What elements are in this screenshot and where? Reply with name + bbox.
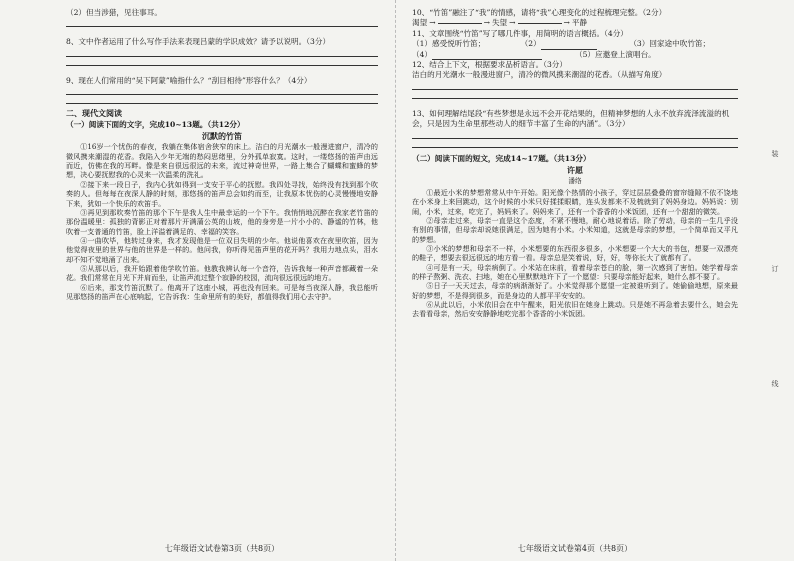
flow-blank[interactable]: [518, 23, 562, 24]
question-10: 10、“竹笛”融注了“我”的情感，请将“我”心理变化的过程梳理完整。（2分）: [412, 8, 667, 17]
essay-title: 许愿: [567, 165, 583, 176]
binding-mark: 装: [771, 150, 779, 157]
page-footer: 七年级语文试卷第4页（共8页）: [517, 543, 633, 553]
binding-mark: 订: [771, 265, 779, 272]
essay-title: 沉默的竹笛: [202, 131, 242, 142]
essay-paragraph: ③再见到那吹奏竹笛的那个下午是我人生中最幸运的一个下午。我悄悄地沉醉在我家老竹笛的那份温暖里：孤独的背影正对着那片开满蒲公英的山坡，他的身旁是一片小小的、静谧的竹林，他吹着一支普通的竹笛，脸上洋溢着满足的、幸福的笑容。: [66, 207, 378, 236]
q11-items-row: [412, 50, 738, 60]
left-page: [56, 0, 388, 561]
binding-mark: 线: [771, 380, 779, 387]
essay-paragraph: ①最近小米的梦想常常从中午开始。阳光像个热情的小孩子，穿过层层叠叠的窗帘缝隙不依不饶地在小米身上来回跳动，这个时候的小米只好揉揉眼睛，连头发都来不及梳就到了妈妈身边。妈妈说：别闹，小米，过来，吃完了，妈妈来了。妈妈来了，还有一个香香的小米饭团，还有一个甜甜的微笑。: [412, 187, 738, 216]
q11-items-row: [412, 39, 738, 49]
essay-paragraph: ⑥从此以后，小米依旧会在中午醒来，阳光依旧在她身上跳动。只是她不再急着去要什么，她会先去看看母亲，然后安安静静地吃完那个香香的小米饭团。: [412, 300, 738, 319]
essay-paragraph: ⑥后来，那支竹笛沉默了。他离开了这座小城，再也没有回来。可是每当夜深人静，我总能听见那悠扬的笛声在心底响起，它告诉我：生命里所有的美好，都值得我们用心去守护。: [66, 282, 378, 301]
section-title: 二、现代文阅读: [66, 108, 122, 119]
essay-paragraph: ①16岁一个忧伤的春夜，我躺在集体宿舍狭窄的床上。洁白的月光潮水一般漫进窗户，清冷的微风携来潮湿的花香。我陷入少年无端的愁闷思绪里，分外孤单寂寞。这时，一缕悠扬的笛声由远而近，仿佛在我的耳畔。像是来自很远很远的未来，流过神奇世界，一路上集合了蝴蝶和蜜蜂的梦想，决心要抚慰我的心灵来一次温柔的洗礼。: [66, 142, 378, 180]
answer-line: [66, 103, 378, 104]
essay-paragraph: ②母亲走过来，母亲一直是这个态度，不紧不慢地，耐心地说着话。除了劳动，母亲的一生几乎没有别的事情，但母亲却说她很满足，因为她有小米。小米知道，这就是母亲的梦想，一个简单而又平凡的梦想。: [412, 215, 738, 244]
question-8: 8、文中作者运用了什么写作手法来表现吕蒙的学识成效？请予以说明。（3分）: [66, 37, 331, 47]
answer-line: [412, 147, 738, 148]
q12-quote: 洁白的月光潮水一般漫进窗户，清冷的微风携来潮湿的花香。（从描写角度）: [412, 70, 667, 80]
answer-line: [66, 94, 378, 95]
essay-paragraph: ③小米的梦想和母亲不一样，小米想要的东西很多很多，小米想要一个大大的书包，想要一双漂亮的鞋子，想要去很远很远的地方看一看。母亲总是笑着说，好，好，等你长大了就都有了。: [412, 243, 738, 263]
q11-item: （3）回家途中吹竹笛；: [629, 39, 711, 49]
essay-paragraph: ②接下来一段日子，我内心犹如得到一支安于平心的抚慰。我四处寻找，始终没有找到那个吹奏的人。但每每在夜深人静的时刻，那悠扬的笛声总会如约而至，让我原本忧伤的心灵慢慢地安静下来，犹如一个快乐的欢笛手。: [66, 179, 378, 208]
essay-paragraph: ⑤从那以后，我开始跟着他学吹竹笛。他教我辨认每一个音符，告诉我每一种声音都藏着一朵花。我们常常在月光下并肩而坐，让笛声流过整个寂静的校园，流向很远很远的地方。: [66, 263, 378, 283]
q11-item: （5）应邀登上演唱台。: [575, 49, 656, 59]
essay-paragraph: ④可是有一天，母亲病倒了。小米站在床前，看着母亲苍白的脸，第一次感到了害怕。她学着母亲的样子熬粥、洗衣、扫地，她在心里默默地许下了一个愿望：只要母亲能好起来，她什么都不要了。: [412, 262, 738, 281]
flow-blank[interactable]: [438, 23, 482, 24]
arrow-right-icon: →: [429, 18, 436, 28]
flow-start: 渴望: [412, 18, 428, 28]
q11-item: （1）感受悦听竹笛；: [412, 39, 486, 49]
arrow-right-icon: →: [563, 18, 570, 28]
flow-end: 平静: [571, 18, 588, 28]
answer-line: [412, 138, 738, 139]
question-13: 13、如何理解结尾段“有些梦想是永远不会开花结果的，但精神梦想的人永不放弃流泽流溢的机会，只是因为生命里那些动人的细节丰富了生命的内涵”。（3分）: [412, 108, 730, 129]
essay-paragraph: ⑤日子一天天过去，母亲的病渐渐好了。小米觉得那个愿望一定被谁听到了。她偷偷地想，原来最好的梦想，不是得到很多，而是身边的人都平平安安的。: [412, 281, 738, 300]
answer-line: [412, 89, 738, 90]
essay-author: 潘络: [568, 177, 582, 186]
q7-item-2: （2）但当涉猎，见往事耳。: [66, 8, 162, 17]
q11-item: （4）: [412, 49, 433, 59]
page-footer: 七年级语文试卷第3页（共8页）: [164, 543, 280, 553]
right-page: [402, 0, 748, 561]
arrow-right-icon: →: [483, 18, 490, 28]
page-fold-line: [395, 0, 396, 561]
question-11: 11、文章围绕“竹笛”写了哪几件事，用简明的语言概括。（4分）: [412, 28, 628, 38]
part1-heading: （一）阅读下面的文字，完成10~13题。（共12分）: [66, 119, 245, 129]
essay-paragraph: ④一曲吹毕，他转过身来，我才发现他是一位双目失明的少年。他说他喜欢在夜里吹笛，因为他觉得夜里的世界与他的世界是一样的。他问我，你听得见笛声里的花开吗？我用力地点头，泪水却不知不觉地涌了出来。: [66, 235, 378, 264]
q11-item: （2）: [520, 39, 541, 49]
question-9: 9、现在人们常用的“吴下阿蒙”喻指什么？“刮目相待”形容什么？（4分）: [66, 75, 312, 85]
part2-heading: （二）阅读下面的短文，完成14~17题。（共13分）: [412, 153, 591, 163]
arrow-right-icon: →: [509, 18, 516, 28]
emotion-flow: [412, 18, 738, 28]
answer-line: [66, 56, 378, 57]
question-12: 12、结合上下文，根据要求品析语言。（3分）: [412, 60, 567, 70]
flow-middle: 失望: [491, 18, 508, 28]
